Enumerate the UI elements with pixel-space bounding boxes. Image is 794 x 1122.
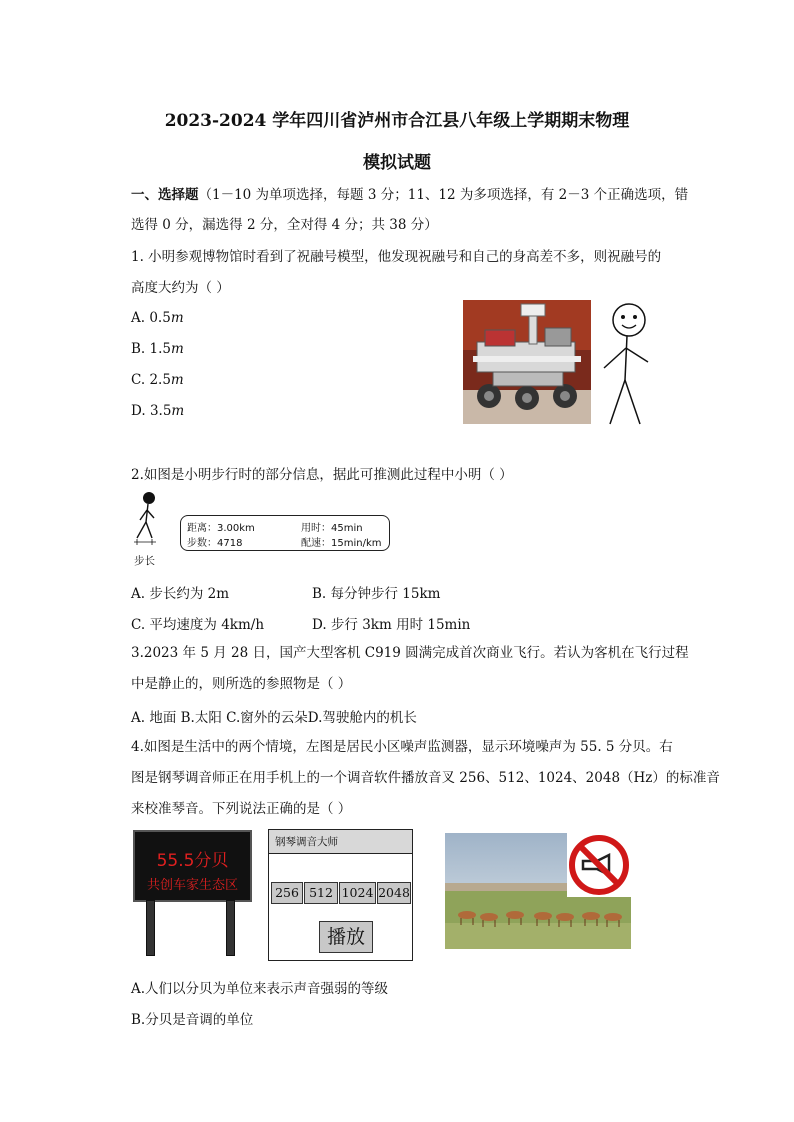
pace-readout: 配速：15min/km xyxy=(301,538,382,549)
distance-readout: 距离：3.00km xyxy=(187,523,255,534)
q3-stem-line1: 3.2023 年 5 月 28 日，国产大型客机 C919 圆满完成首次商业飞行。若认为客机在飞行过程 xyxy=(131,645,689,661)
option-letter: C. xyxy=(131,372,146,388)
option-value: 0.5 xyxy=(149,310,171,326)
pedometer-readout xyxy=(180,515,390,551)
freq-button-1024[interactable]: 1024 xyxy=(339,882,376,904)
no-horn-icon xyxy=(572,838,626,892)
exam-title: 2023-2024 学年四川省泸州市合江县八年级上学期期末物理 xyxy=(164,111,630,131)
option-letter: D. xyxy=(131,403,146,419)
app-title: 钢琴调音大师 xyxy=(269,830,412,854)
freq-button-2048[interactable]: 2048 xyxy=(377,882,411,904)
q1-option-c[interactable] xyxy=(131,372,184,388)
section-intro xyxy=(131,185,688,205)
q4-option-b[interactable]: B.分贝是音调的单位 xyxy=(131,1012,254,1028)
q4-option-a[interactable]: A.人们以分贝为单位来表示声音强弱的等级 xyxy=(131,981,389,997)
q3-options[interactable]: A. 地面 B.太阳 C.窗外的云朵D.驾驶舱内的机长 xyxy=(131,710,417,726)
steps-readout: 步数：4718 xyxy=(187,538,243,549)
option-letter: A. xyxy=(131,310,146,326)
q4-stem-line3: 来校准琴音。下列说法正确的是（ ） xyxy=(131,801,352,817)
option-value: 1.5 xyxy=(149,341,171,357)
play-button[interactable]: 播放 xyxy=(319,921,373,953)
q1-option-d[interactable] xyxy=(131,403,184,419)
sign-post-right xyxy=(226,900,235,956)
option-value: 3.5 xyxy=(149,403,172,419)
walking-figure-icon xyxy=(128,490,168,546)
noise-reading: 55.5分贝 xyxy=(156,851,229,871)
freq-button-512[interactable]: 512 xyxy=(304,882,338,904)
step-length-label: 步长 xyxy=(134,555,155,567)
q1-option-a[interactable] xyxy=(131,310,184,326)
q3-stem-line2: 中是静止的，则所选的参照物是（ ） xyxy=(131,676,352,692)
option-letter: B. xyxy=(131,341,146,357)
rover-model-photo xyxy=(463,300,591,424)
q1-stem-line2: 高度大约为（ ） xyxy=(131,280,230,296)
tuning-app-mockup xyxy=(268,829,413,961)
q1-option-b[interactable] xyxy=(131,341,184,357)
q4-stem-line2: 图是钢琴调音师正在用手机上的一个调音软件播放音叉 256、512、1024、2048（Hz）的标准音 xyxy=(131,770,720,786)
option-value: 2.5 xyxy=(149,372,171,388)
section-heading: 一、选择题 xyxy=(131,187,199,203)
option-unit: m xyxy=(171,403,185,419)
q4-stem-line1: 4.如图是生活中的两个情境，左图是居民小区噪声监测器，显示环境噪声为 55. 5 分贝。右 xyxy=(131,739,673,755)
option-unit: m xyxy=(170,372,184,388)
q1-stem-line1: 1. 小明参观博物馆时看到了祝融号模型，他发现祝融号和自己的身高差不多，则祝融号的 xyxy=(131,249,662,265)
option-unit: m xyxy=(170,310,184,326)
option-unit: m xyxy=(171,341,184,357)
noise-monitor-sign xyxy=(133,830,252,902)
section-note-line2: 选得 0 分，漏选得 2 分，全对得 4 分；共 38 分） xyxy=(131,217,438,233)
exam-subtitle: 模拟试题 xyxy=(363,153,431,173)
freq-button-256[interactable]: 256 xyxy=(271,882,303,904)
q2-option-b[interactable]: B. 每分钟步行 15km xyxy=(312,586,441,602)
q2-stem: 2.如图是小明步行时的部分信息，据此可推测此过程中小明（ ） xyxy=(131,467,513,483)
q2-option-d[interactable]: D. 步行 3km 用时 15min xyxy=(312,617,471,633)
antelope-field-photo xyxy=(445,833,631,949)
time-readout: 用时：45min xyxy=(301,523,363,534)
section-note-line1: （1－10 为单项选择，每题 3 分；11、12 为多项选择，有 2－3 个正确选项，错 xyxy=(198,187,689,203)
q2-option-c[interactable]: C. 平均速度为 4km/h xyxy=(131,617,265,633)
sign-post-left xyxy=(146,900,155,956)
sign-slogan: 共创车家生态区 xyxy=(146,878,238,893)
stick-figure-person xyxy=(598,300,654,426)
q2-option-a[interactable]: A. 步长约为 2m xyxy=(131,586,230,602)
